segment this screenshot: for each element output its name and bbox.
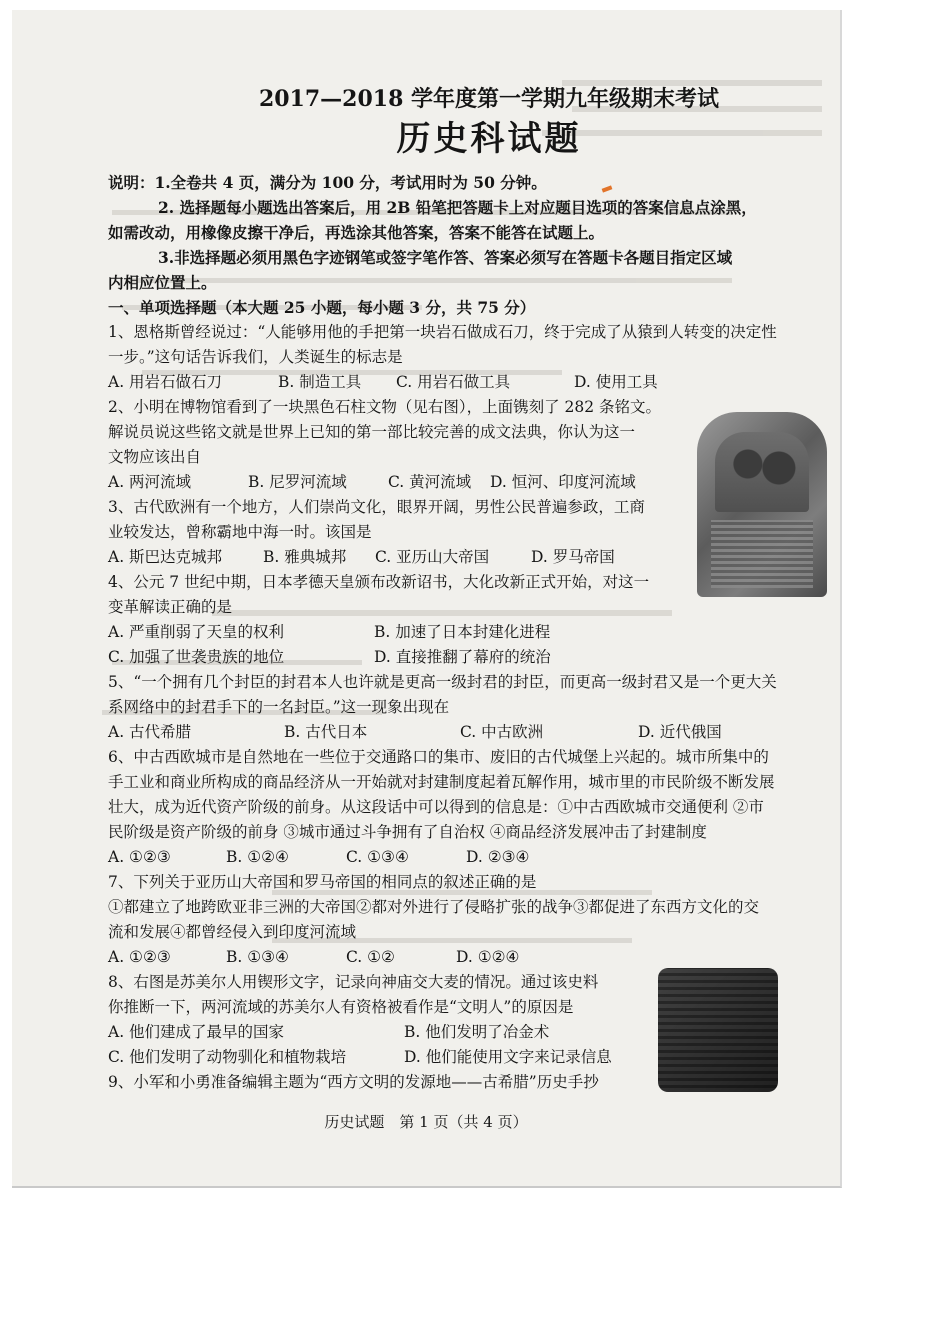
question-text: 变革解读正确的是: [108, 598, 233, 616]
option-a: A. 他们建成了最早的国家: [108, 1023, 285, 1041]
option-c: C. 黄河流域: [388, 473, 472, 491]
exam-paper: [12, 10, 842, 1188]
option-b: B. 制造工具: [278, 373, 362, 391]
question-text: 8、右图是苏美尔人用锲形文字，记录向神庙交大麦的情况。通过该史料: [108, 973, 599, 991]
question-text: 5、“一个拥有几个封臣的封君本人也许就是更高一级封君的封臣，而更高一级封君又是一个更大关: [108, 673, 777, 691]
option-c: C. 亚历山大帝国: [375, 548, 490, 566]
question-7: [108, 870, 830, 970]
instruction-line: 2. 选择题每小题选出答案后，用 2B 铅笔把答题卡上对应题目选项的答案信息点涂黑，: [158, 198, 757, 217]
option-b: B. ①②④: [226, 848, 289, 866]
option-b: B. 他们发明了冶金术: [404, 1023, 550, 1041]
subject-title: 历史科试题: [396, 119, 582, 159]
question-5: [108, 670, 830, 745]
option-d: D. 近代俄国: [638, 723, 722, 741]
option-d: D. ②③④: [466, 848, 530, 866]
answer-options: [108, 845, 830, 870]
question-text: 流和发展④都曾经侵入到印度河流域: [108, 923, 357, 941]
option-d: D. 罗马帝国: [531, 548, 615, 566]
option-d: D. 恒河、印度河流域: [490, 473, 636, 491]
option-c: C. 加强了世袭贵族的地位: [108, 648, 285, 666]
stone-stele-image: [697, 412, 827, 597]
option-c: C. 用岩石做工具: [396, 373, 511, 391]
option-a: A. ①②③: [108, 848, 171, 866]
option-c: C. 他们发明了动物驯化和植物栽培: [108, 1048, 347, 1066]
question-text: 9、小军和小勇准备编辑主题为“西方文明的发源地——古希腊”历史手抄: [108, 1073, 599, 1091]
option-d: D. ①②④: [456, 948, 520, 966]
answer-options: [108, 370, 830, 395]
stele-inscription: [711, 520, 813, 588]
instruction-line: 内相应位置上。: [108, 273, 217, 292]
option-b: B. 雅典城邦: [263, 548, 347, 566]
question-text: 7、下列关于亚历山大帝国和罗马帝国的相同点的叙述正确的是: [108, 873, 537, 891]
option-d: D. 直接推翻了幕府的统治: [374, 648, 551, 666]
option-a: A. ①②③: [108, 948, 171, 966]
exam-title: 2017—2018 学年度第一学期九年级期末考试: [258, 86, 720, 112]
question-text: 业较发达，曾称霸地中海一时。该国是: [108, 523, 372, 541]
option-a: A. 两河流域: [108, 473, 192, 491]
option-a: A. 严重削弱了天皇的权利: [108, 623, 285, 641]
answer-options: [108, 620, 830, 645]
stele-relief: [715, 432, 809, 512]
question-text: 民阶级是资产阶级的前身 ③城市通过斗争拥有了自治权 ④商品经济发展冲击了封建制度: [108, 823, 707, 841]
option-a: A. 古代希腊: [108, 723, 192, 741]
question-text: 1、恩格斯曾经说过：“人能够用他的手把第一块岩石做成石刀，终于完成了从猿到人转变的决定性: [108, 323, 777, 341]
cuneiform-tablet-image: [658, 968, 778, 1092]
option-a: A. 斯巴达克城邦: [108, 548, 223, 566]
instruction-line: 如需改动，用橡像皮擦干净后，再选涂其他答案，答案不能答在试题上。: [108, 223, 605, 242]
question-text: 文物应该出自: [108, 448, 202, 466]
question-text: 6、中古西欧城市是自然地在一些位于交通路口的集市、废旧的古代城堡上兴起的。城市所集中的: [108, 748, 769, 766]
question-text: 4、公元 7 世纪中期，日本孝德天皇颁布改新诏书，大化改新正式开始，对这一: [108, 573, 650, 591]
question-1: [108, 320, 830, 395]
instruction-line: 3.非选择题必须用黑色字迹钢笔或签字笔作答、答案必须写在答题卡各题目指定区域: [158, 248, 733, 267]
option-c: C. 中古欧洲: [460, 723, 544, 741]
answer-options: [108, 945, 830, 970]
option-c: C. ①③④: [346, 848, 409, 866]
option-b: B. 加速了日本封建化进程: [374, 623, 551, 641]
question-text: 手工业和商业所构成的商品经济从一开始就对封建制度起着瓦解作用，城市里的市民阶级不断发展: [108, 773, 775, 791]
question-text: 2、小明在博物馆看到了一块黑色石柱文物（见右图），上面镌刻了 282 条铭文。: [108, 398, 662, 416]
option-a: A. 用岩石做石刀: [108, 373, 223, 391]
question-text: 系网络中的封君手下的一名封臣。”这一现象出现在: [108, 698, 450, 716]
option-b: B. 尼罗河流域: [248, 473, 347, 491]
option-d: D. 使用工具: [574, 373, 658, 391]
question-text: 一步。”这句话告诉我们，人类诞生的标志是: [108, 348, 403, 366]
question-text: 壮大，成为近代资产阶级的前身。从这段话中可以得到的信息是：①中古西欧城市交通便利 ②市: [108, 798, 764, 816]
question-text: ①都建立了地跨欧亚非三洲的大帝国②都对外进行了侵略扩张的战争③都促进了东西方文化的交: [108, 898, 760, 916]
answer-options: [108, 720, 830, 745]
option-c: C. ①②: [346, 948, 395, 966]
option-d: D. 他们能使用文字来记录信息: [404, 1048, 612, 1066]
question-text: 解说员说这些铭文就是世界上已知的第一部比较完善的成文法典，你认为这一: [108, 423, 636, 441]
page-footer: 历史试题 第 1 页（共 4 页）: [324, 1113, 528, 1131]
option-b: B. 古代日本: [284, 723, 368, 741]
answer-options: [108, 645, 830, 670]
instruction-line: 说明：1.全卷共 4 页，满分为 100 分，考试用时为 50 分钟。: [108, 173, 547, 192]
question-text: 3、古代欧洲有一个地方，人们崇尚文化，眼界开阔，男性公民普遍参政，工商: [108, 498, 645, 516]
question-text: 你推断一下，两河流域的苏美尔人有资格被看作是“文明人”的原因是: [108, 998, 574, 1016]
option-b: B. ①③④: [226, 948, 289, 966]
question-6: [108, 745, 830, 870]
section-heading: 一、单项选择题（本大题 25 小题，每小题 3 分，共 75 分）: [108, 298, 536, 317]
